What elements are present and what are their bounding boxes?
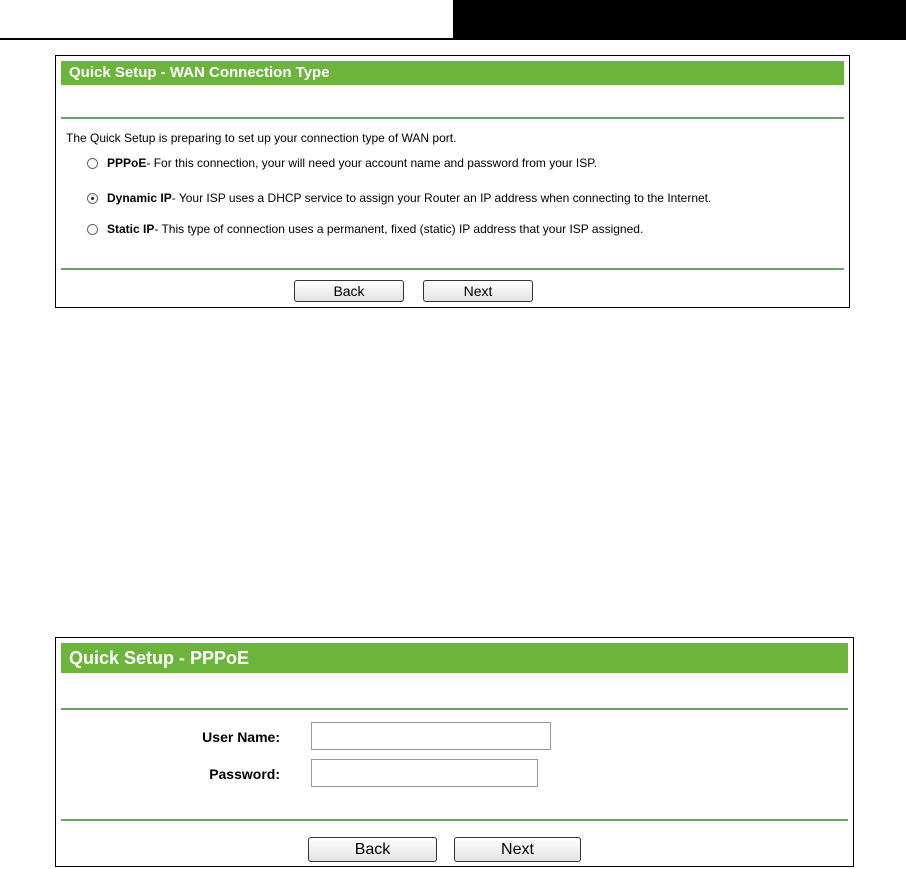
dynamic-ip-description: - Your ISP uses a DHCP service to assign your Router an IP address when connecting to the Internet.: [171, 191, 712, 205]
wan-top-divider: [61, 117, 844, 119]
password-label: Password:: [209, 766, 280, 782]
option-dynamic-ip[interactable]: [87, 189, 711, 207]
wan-connection-type-panel: [55, 55, 850, 308]
pppoe-panel: [55, 637, 854, 867]
wan-bottom-divider: [61, 268, 844, 270]
option-pppoe[interactable]: [87, 154, 597, 172]
dynamic-ip-radio[interactable]: [87, 193, 98, 204]
static-ip-label: Static IP: [107, 222, 155, 236]
username-label: User Name:: [202, 729, 280, 745]
wan-next-button[interactable]: Next: [423, 280, 533, 302]
pppoe-label: PPPoE: [107, 156, 147, 170]
static-ip-radio[interactable]: [87, 224, 98, 235]
username-input[interactable]: [311, 722, 551, 750]
pppoe-description: - For this connection, your will need your account name and password from your ISP.: [146, 156, 598, 170]
top-rule: [0, 38, 906, 40]
pppoe-radio[interactable]: [87, 158, 98, 169]
static-ip-description: - This type of connection uses a permanent, fixed (static) IP address that your ISP assigned.: [154, 222, 644, 236]
wan-panel-title: Quick Setup - WAN Connection Type: [61, 61, 844, 85]
pppoe-back-button[interactable]: Back: [308, 837, 437, 862]
pppoe-bottom-divider: [61, 819, 848, 821]
wan-back-button[interactable]: Back: [294, 280, 404, 302]
pppoe-top-divider: [61, 708, 848, 710]
pppoe-next-button[interactable]: Next: [454, 837, 581, 862]
wan-intro-text: The Quick Setup is preparing to set up your connection type of WAN port.: [66, 131, 457, 145]
option-static-ip[interactable]: [87, 220, 643, 238]
pppoe-panel-title: Quick Setup - PPPoE: [61, 643, 848, 673]
dynamic-ip-label: Dynamic IP: [107, 191, 172, 205]
password-input[interactable]: [311, 759, 538, 787]
top-black-bar: [453, 0, 906, 38]
